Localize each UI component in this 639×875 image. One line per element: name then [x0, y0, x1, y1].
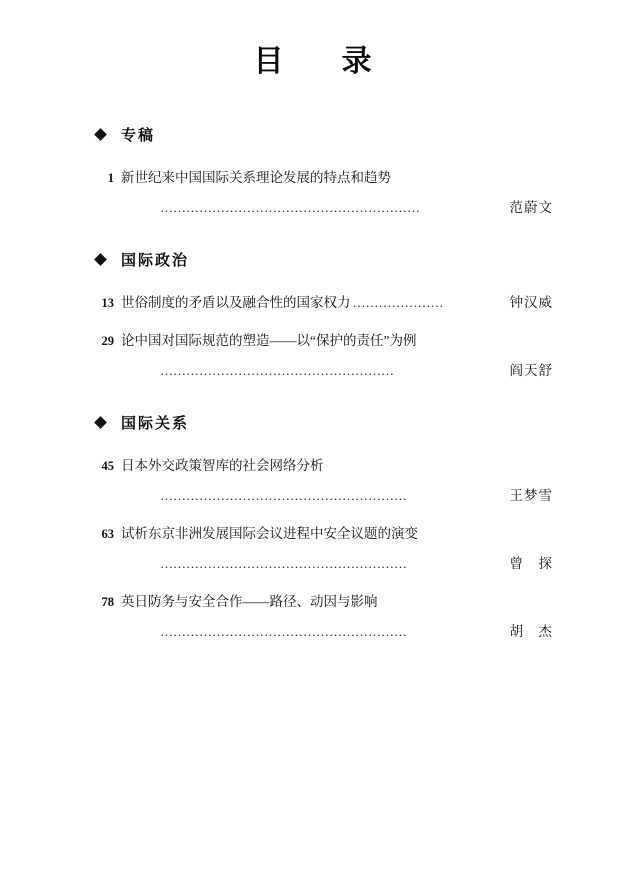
toc-entry[interactable] — [96, 163, 553, 223]
toc-section — [96, 412, 553, 647]
section-title: 国际政治 — [121, 253, 190, 269]
leader-dots: ……………………………………………… — [160, 363, 394, 378]
toc-entry-title: 论中国对国际规范的塑造——以“保护的责任”为例 — [121, 333, 417, 348]
leader-dots: ………………………………………………… — [160, 556, 407, 571]
toc-entry-title: 日本外交政策智库的社会网络分析 — [121, 458, 324, 473]
toc-entry-page: 63 — [101, 527, 114, 541]
toc-entry-page: 13 — [101, 296, 114, 310]
toc-entry[interactable] — [96, 587, 553, 647]
toc-entry-author: 胡 杰 — [509, 624, 553, 639]
leader-dots: ………………… — [352, 295, 444, 310]
toc-entry-page: 45 — [101, 459, 114, 473]
toc-entry-author-row — [96, 617, 553, 647]
toc-entry-page: 29 — [101, 334, 114, 348]
toc-entry-author: 王梦雪 — [509, 488, 553, 503]
toc-entry-line — [96, 326, 553, 356]
section-title: 国际关系 — [121, 416, 190, 432]
toc-entry-title: 世俗制度的矛盾以及融合性的国家权力 — [121, 295, 351, 310]
toc-entry-title: 试析东京非洲发展国际会议进程中安全议题的演变 — [121, 526, 418, 541]
page-title: 目 录 — [253, 45, 386, 78]
toc-entry[interactable] — [96, 519, 553, 579]
section-title: 专稿 — [121, 128, 156, 144]
toc-section — [96, 124, 553, 223]
toc-entry-title: 新世纪来中国国际关系理论发展的特点和趋势 — [121, 170, 391, 185]
toc-entry-line — [96, 163, 553, 193]
toc-entry-page: 78 — [101, 595, 114, 609]
leader-dots: ………………………………………………… — [160, 488, 407, 503]
diamond-bullet-icon — [94, 128, 107, 141]
toc-entry-author: 范蔚文 — [509, 200, 553, 215]
toc-entry-author-row — [96, 193, 553, 223]
section-heading-row — [96, 412, 553, 433]
diamond-bullet-icon — [94, 416, 107, 429]
toc-entry[interactable] — [96, 451, 553, 511]
toc-entry-author: 曾 探 — [509, 556, 553, 571]
leader-dots: …………………………………………………… — [160, 200, 420, 215]
toc-entry-line — [96, 519, 553, 549]
section-heading-row — [96, 124, 553, 145]
toc-entry-author-row — [96, 481, 553, 511]
toc-entry-author-row — [96, 356, 553, 386]
toc-entry-line — [96, 451, 553, 481]
toc-entry[interactable] — [96, 326, 553, 386]
toc-entry-page: 1 — [107, 171, 114, 185]
toc-entry-title: 英日防务与安全合作——路径、动因与影响 — [121, 594, 378, 609]
table-of-contents — [0, 124, 639, 647]
section-heading-row — [96, 249, 553, 270]
diamond-bullet-icon — [94, 253, 107, 266]
toc-page — [0, 36, 639, 875]
toc-entry-author: 阎天舒 — [509, 363, 553, 378]
toc-section — [96, 249, 553, 386]
toc-entry-line — [96, 587, 553, 617]
toc-entry[interactable] — [96, 288, 553, 318]
toc-entry-line — [96, 288, 553, 318]
toc-entry-author: 钟汉威 — [509, 295, 553, 310]
leader-dots: ………………………………………………… — [160, 624, 407, 639]
toc-entry-author-row — [96, 549, 553, 579]
